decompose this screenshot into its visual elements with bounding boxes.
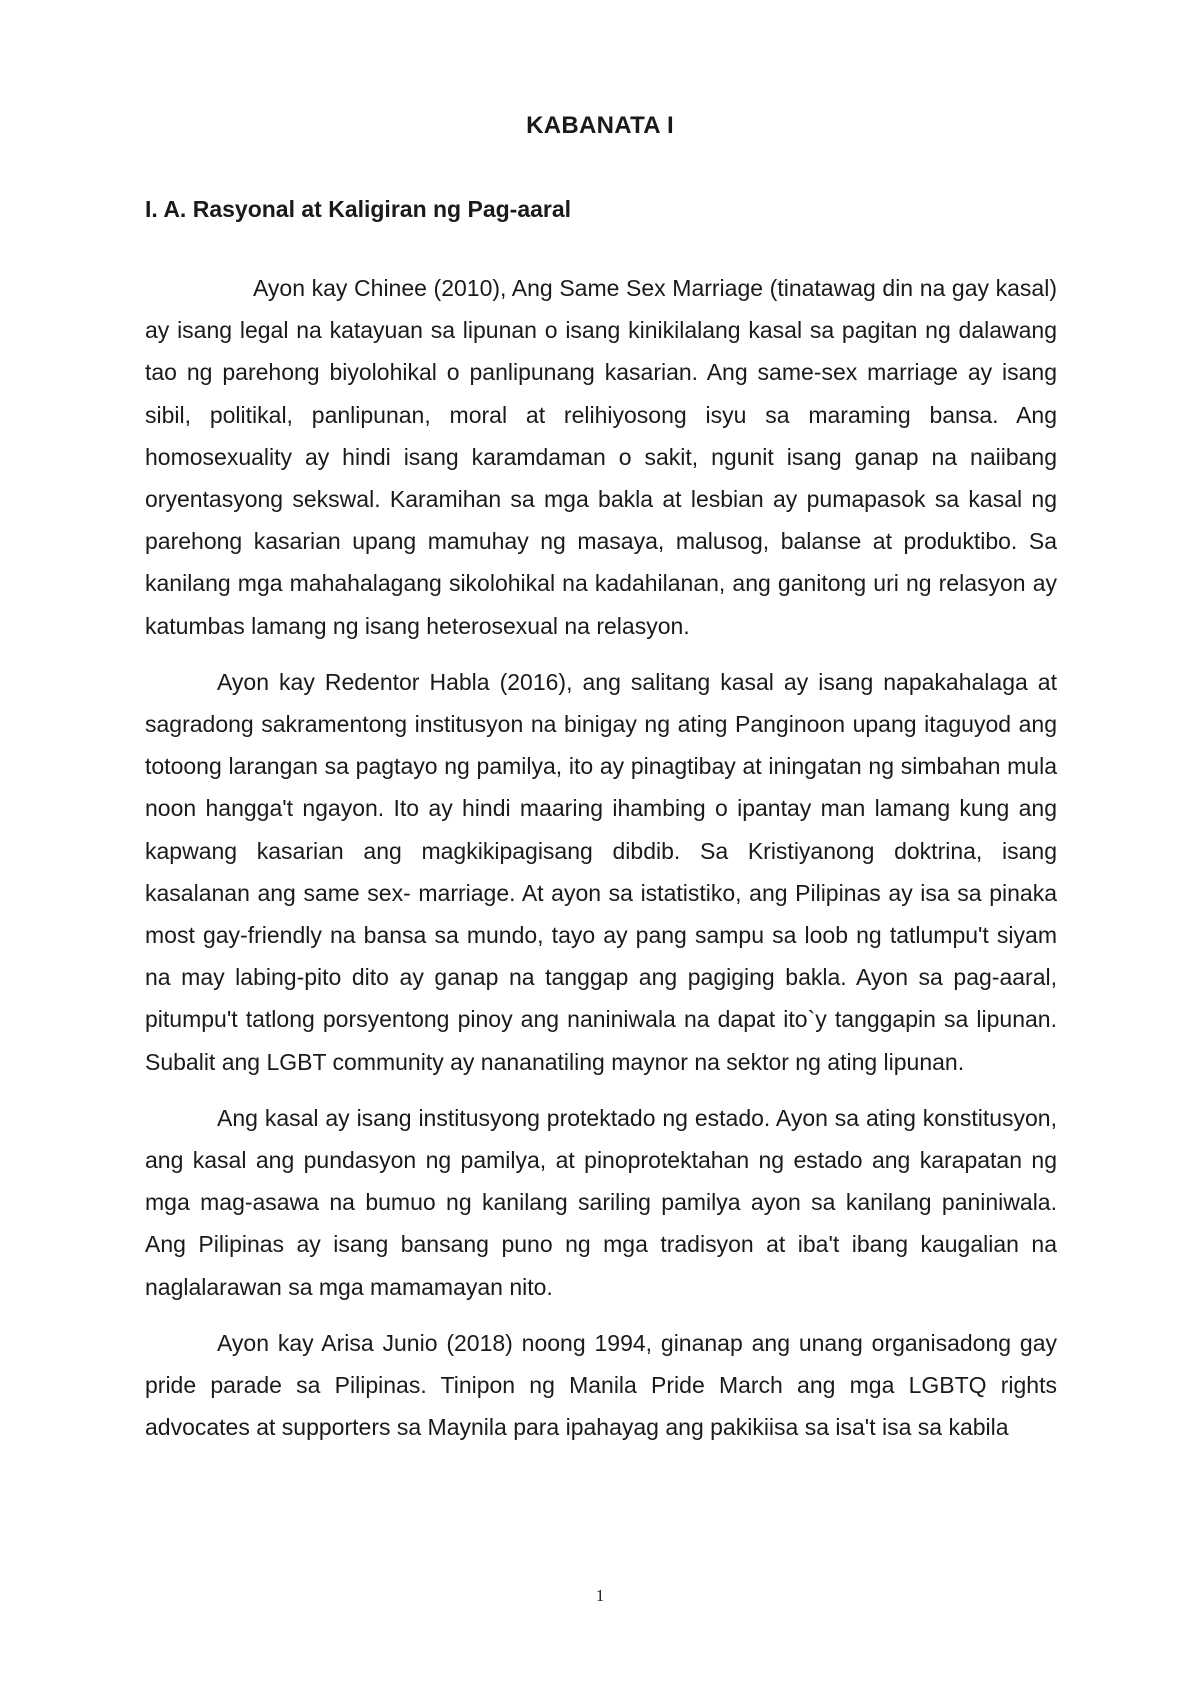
page-number: 1 (595, 1586, 605, 1605)
paragraph: Ayon kay Redentor Habla (2016), ang salitang kasal ay isang napakahalaga at sagradong sakramentong institusyon na binigay ng ating Panginoon upang itaguyod ang totoong larangan sa pagtayo ng pamilya, ito ay pinagtibay at iningatan ng simbahan mula noon hangga't ngayon. Ito ay hindi maaring ihambing o ipantay man lamang kung ang kapwang kasarian ang magkikipagisang dibdib. Sa Kristiyanong doktrina, isang kasalanan ang same sex- marriage. At ayon sa istatistiko, ang Pilipinas ay isa sa pinaka most gay-friendly na bansa sa mundo, tayo ay pang sampu sa loob ng tatlumpu't siyam na may labing-pito dito ay ganap na tanggap ang pagiging bakla. Ayon sa pag-aaral, pitumpu't tatlong porsyentong pinoy ang naniniwala na dapat ito`y tanggapin sa lipunan. Subalit ang LGBT community ay nananatiling maynor na sektor ng ating lipunan. (145, 668, 1057, 1075)
section-heading: I. A. Rasyonal at Kaligiran ng Pag-aaral (145, 196, 572, 222)
paragraph: Ayon kay Chinee (2010), Ang Same Sex Marriage (tinatawag din na gay kasal) ay isang legal na katayuan sa lipunan o isang kinikilalang kasal sa pagitan ng dalawang tao ng parehong biyolohikal o panlipunang kasarian. Ang same-sex marriage ay isang sibil, politikal, panlipunan, moral at relihiyosong isyu sa maraming bansa. Ang homosexuality ay hindi isang karamdaman o sakit, ngunit isang ganap na naiibang oryentasyong sekswal. Karamihan sa mga bakla at lesbian ay pumapasok sa kasal ng parehong kasarian upang mamuhay ng masaya, malusog, balanse at produktibo. Sa kanilang mga mahahalagang sikolohikal na kadahilanan, ang ganitong uri ng relasyon ay katumbas lamang ng isang heterosexual na relasyon. (145, 275, 1057, 639)
paragraph: Ang kasal ay isang institusyong protektado ng estado. Ayon sa ating konstitusyon, ang kasal ang pundasyon ng pamilya, at pinoprotektahan ng estado ang karapatan ng mga mag-asawa na bumuo ng kanilang sariling pamilya ayon sa kanilang paniniwala. Ang Pilipinas ay isang bansang puno ng mga tradisyon at iba't ibang kaugalian na naglalarawan sa mga mamamayan nito. (145, 1104, 1057, 1300)
body-text (145, 267, 1057, 1448)
chapter-title: KABANATA I (526, 112, 674, 139)
paragraph: Ayon kay Arisa Junio (2018) noong 1994, ginanap ang unang organisadong gay pride parade sa Pilipinas. Tinipon ng Manila Pride March ang mga LGBTQ rights advocates at supporters sa Maynila para ipahayag ang pakikiisa sa isa't isa sa kabila (145, 1329, 1057, 1441)
